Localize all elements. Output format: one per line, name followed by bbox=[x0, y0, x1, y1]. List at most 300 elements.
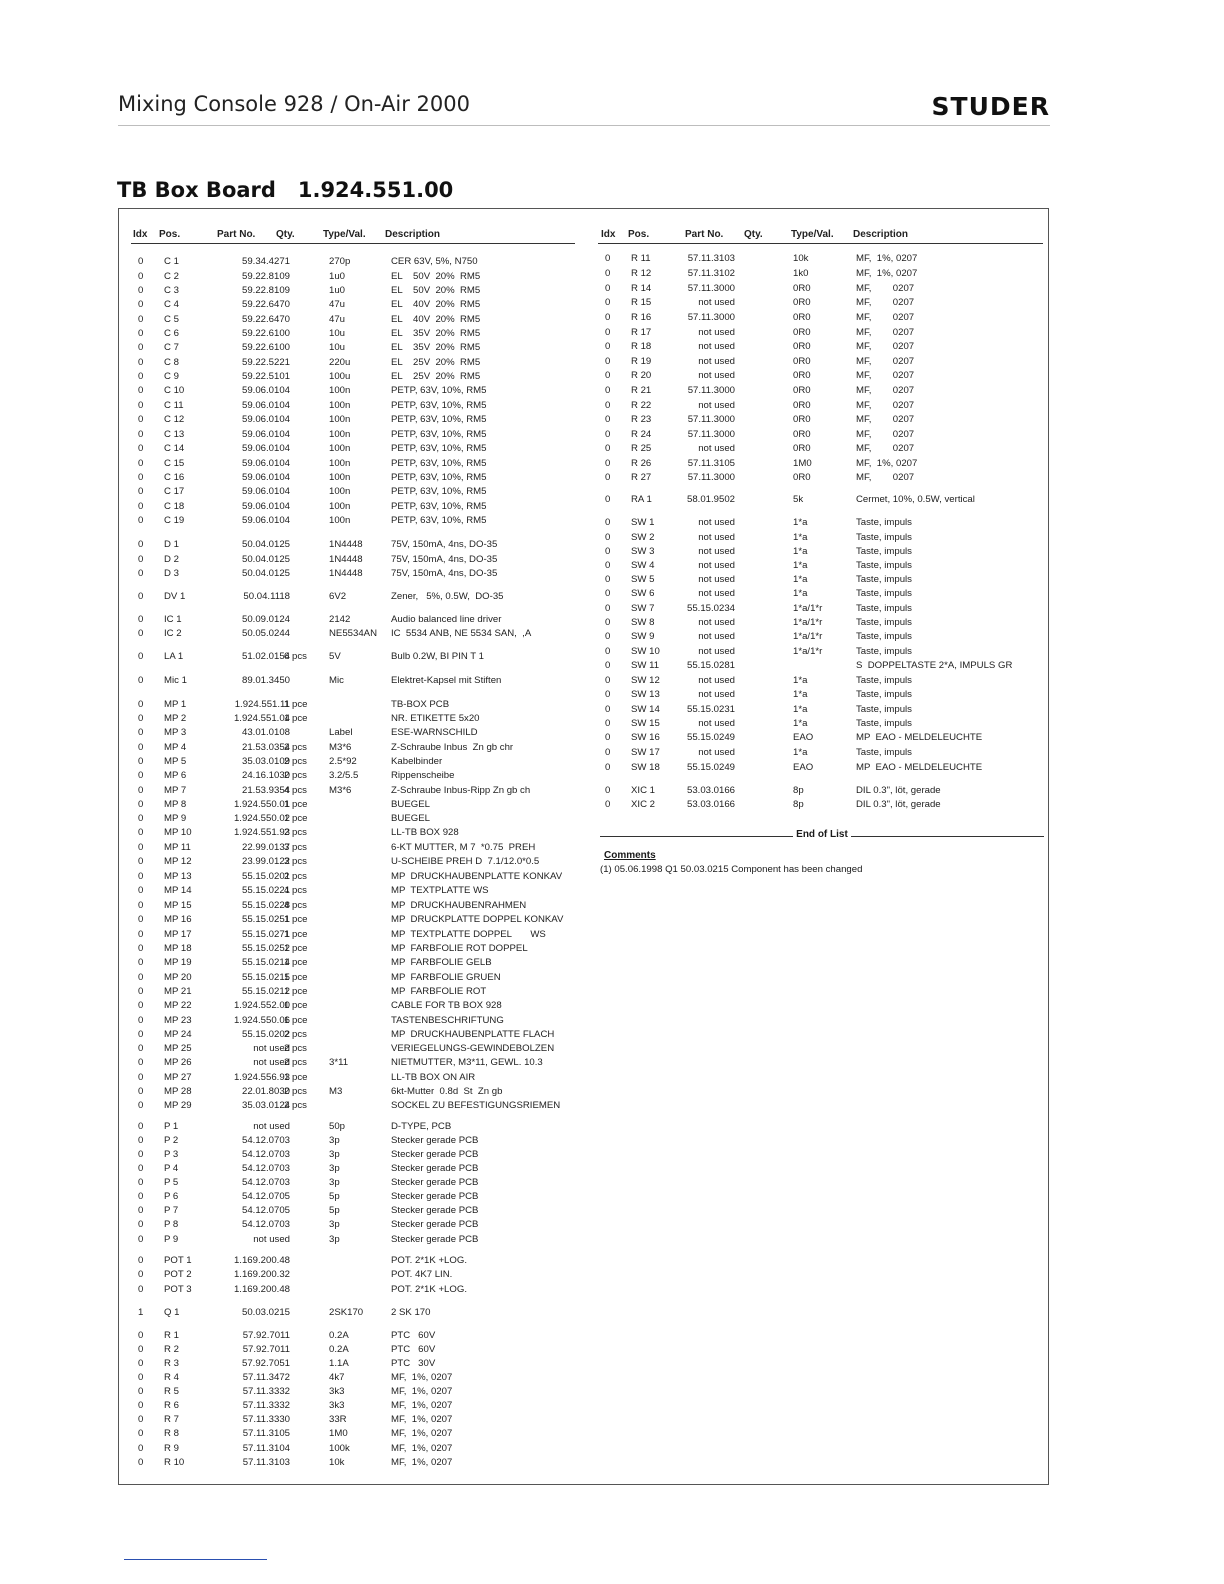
cell-pos: RA 1 bbox=[631, 494, 652, 505]
cell-type-val: 1*a bbox=[793, 517, 808, 528]
table-row bbox=[138, 985, 583, 999]
table-row bbox=[605, 703, 1050, 717]
cell-description: LL-TB BOX 928 bbox=[391, 827, 459, 838]
cell-idx: 0 bbox=[605, 341, 611, 352]
cell-part-no: not used bbox=[698, 546, 735, 557]
cell-type-val: 100n bbox=[329, 501, 351, 512]
table-row bbox=[138, 1329, 583, 1343]
cell-description: MP FARBFOLIE GELB bbox=[391, 957, 492, 968]
cell-part-no: not used bbox=[253, 1121, 290, 1132]
table-row bbox=[138, 712, 583, 726]
table-row bbox=[605, 493, 1050, 507]
col-type-header: Type/Val. bbox=[791, 229, 834, 240]
cell-type-val: NE5534AN bbox=[329, 628, 377, 639]
table-row bbox=[138, 1120, 583, 1134]
col-part-header: Part No. bbox=[217, 229, 256, 240]
cell-qty: 2 pcs bbox=[284, 1043, 307, 1054]
cell-description: Z-Schraube Inbus-Ripp Zn gb ch bbox=[391, 785, 531, 796]
cell-pos: SW 15 bbox=[631, 718, 660, 729]
cell-pos: POT 3 bbox=[164, 1284, 192, 1295]
cell-description: Stecker gerade PCB bbox=[391, 1149, 479, 1160]
cell-part-no: 59.06.0104 bbox=[241, 486, 290, 497]
cell-idx: 0 bbox=[138, 813, 144, 824]
table-row bbox=[138, 1399, 583, 1413]
cell-description: Taste, impuls bbox=[856, 546, 912, 557]
cell-pos: R 27 bbox=[631, 472, 652, 483]
cell-description: MF, 0207 bbox=[856, 400, 915, 411]
cell-type-val: 3p bbox=[329, 1135, 340, 1146]
cell-type-val: 1*a bbox=[793, 560, 808, 571]
cell-qty: 2 pcs bbox=[284, 1086, 307, 1097]
cell-idx: 0 bbox=[138, 1177, 144, 1188]
cell-idx: 0 bbox=[138, 1457, 144, 1468]
cell-qty: 3 pcs bbox=[284, 842, 307, 853]
cell-idx: 0 bbox=[138, 1149, 144, 1160]
cell-pos: R 9 bbox=[164, 1443, 179, 1454]
cell-type-val: 1*a/1*r bbox=[793, 603, 823, 614]
cell-pos: SW 16 bbox=[631, 732, 660, 743]
cell-pos: MP 9 bbox=[164, 813, 187, 824]
cell-type-val: 0R0 bbox=[793, 312, 811, 323]
cell-part-no: 1.169.200.48 bbox=[233, 1255, 290, 1266]
cell-description: DIL 0.3", löt, gerade bbox=[856, 785, 941, 796]
table-row bbox=[605, 688, 1050, 702]
cell-idx: 0 bbox=[605, 443, 611, 454]
cell-idx: 0 bbox=[138, 1255, 144, 1266]
cell-description: Taste, impuls bbox=[856, 560, 912, 571]
cell-description: MF, 0207 bbox=[856, 414, 915, 425]
cell-description: EL 35V 20% RM5 bbox=[391, 328, 481, 339]
cell-description: MF, 1%, 0207 bbox=[391, 1386, 453, 1397]
cell-type-val: 1*a/1*r bbox=[793, 617, 823, 628]
cell-type-val: 0R0 bbox=[793, 385, 811, 396]
cell-type-val: 3.2/5.5 bbox=[329, 770, 359, 781]
table-row bbox=[138, 812, 583, 826]
cell-pos: MP 17 bbox=[164, 929, 192, 940]
cell-idx: 0 bbox=[138, 1205, 144, 1216]
cell-part-no: 57.11.3000 bbox=[687, 414, 735, 425]
table-row bbox=[605, 311, 1050, 325]
cell-part-no: not used bbox=[698, 532, 735, 543]
cell-idx: 0 bbox=[605, 312, 611, 323]
cell-idx: 0 bbox=[605, 414, 611, 425]
cell-idx: 0 bbox=[605, 268, 611, 279]
table-row bbox=[138, 1099, 583, 1113]
cell-qty: 6 pcs bbox=[284, 651, 307, 662]
table-row bbox=[138, 1283, 583, 1297]
cell-idx: 0 bbox=[605, 356, 611, 367]
cell-idx: 0 bbox=[605, 283, 611, 294]
cell-idx: 0 bbox=[138, 568, 144, 579]
cell-part-no: not used bbox=[698, 631, 735, 642]
cell-idx: 0 bbox=[138, 554, 144, 565]
cell-part-no: 1.169.200.32 bbox=[233, 1269, 290, 1280]
cell-pos: C 13 bbox=[164, 429, 185, 440]
cell-idx: 0 bbox=[138, 842, 144, 853]
cell-idx: 0 bbox=[138, 770, 144, 781]
cell-pos: P 3 bbox=[164, 1149, 179, 1160]
cell-part-no: 54.12.0703 bbox=[241, 1219, 290, 1230]
cell-idx: 0 bbox=[138, 443, 144, 454]
cell-idx: 0 bbox=[138, 713, 144, 724]
cell-type-val: 0R0 bbox=[793, 429, 811, 440]
cell-pos: R 19 bbox=[631, 356, 652, 367]
cell-pos: MP 19 bbox=[164, 957, 192, 968]
cell-pos: MP 3 bbox=[164, 727, 187, 738]
cell-idx: 0 bbox=[138, 1358, 144, 1369]
cell-part-no: 1.924.556.93 bbox=[233, 1072, 290, 1083]
cell-description: NR. ETIKETTE 5x20 bbox=[391, 713, 480, 724]
cell-pos: XIC 2 bbox=[631, 799, 655, 810]
cell-type-val: 100k bbox=[329, 1443, 350, 1454]
cell-type-val: M3 bbox=[329, 1086, 343, 1097]
cell-qty: 3 pcs bbox=[284, 856, 307, 867]
cell-part-no: 57.11.3332 bbox=[242, 1386, 290, 1397]
cell-description: Taste, impuls bbox=[856, 747, 912, 758]
table-row bbox=[605, 798, 1050, 812]
cell-part-no: 59.22.6100 bbox=[241, 342, 290, 353]
cell-pos: C 18 bbox=[164, 501, 185, 512]
cell-type-val: 1*a bbox=[793, 532, 808, 543]
cell-description: Stecker gerade PCB bbox=[391, 1135, 479, 1146]
cell-qty: 2 pcs bbox=[284, 1057, 307, 1068]
cell-type-val: 100n bbox=[329, 429, 351, 440]
cell-type-val: 100u bbox=[329, 371, 351, 382]
cell-type-val: 33R bbox=[329, 1414, 347, 1425]
table-row bbox=[138, 971, 583, 985]
cell-description: BUEGEL bbox=[391, 813, 430, 824]
cell-pos: C 5 bbox=[164, 314, 179, 325]
cell-type-val: 0.2A bbox=[329, 1330, 349, 1341]
cell-description: Stecker gerade PCB bbox=[391, 1219, 479, 1230]
cell-idx: 0 bbox=[138, 515, 144, 526]
cell-description: MF, 0207 bbox=[856, 283, 915, 294]
cell-pos: C 3 bbox=[164, 285, 179, 296]
cell-part-no: 55.15.0202 bbox=[241, 1029, 290, 1040]
cell-pos: MP 1 bbox=[164, 699, 187, 710]
cell-description: EL 50V 20% RM5 bbox=[391, 285, 481, 296]
table-row bbox=[138, 674, 583, 688]
table-row bbox=[605, 399, 1050, 413]
cell-idx: 0 bbox=[138, 827, 144, 838]
cell-description: POT. 2*1K +LOG. bbox=[391, 1284, 467, 1295]
cell-idx: 0 bbox=[605, 646, 611, 657]
cell-type-val: 1*a bbox=[793, 704, 808, 715]
cell-description: MF, 0207 bbox=[856, 356, 915, 367]
cell-pos: SW 1 bbox=[631, 517, 655, 528]
cell-description: MF, 0207 bbox=[856, 370, 915, 381]
cell-part-no: 54.12.0703 bbox=[241, 1177, 290, 1188]
cell-part-no: 1.924.551.11 bbox=[234, 699, 290, 710]
cell-qty: 2 pcs bbox=[284, 756, 307, 767]
cell-part-no: 51.02.0154 bbox=[241, 651, 290, 662]
cell-description: PETP, 63V, 10%, RM5 bbox=[391, 501, 487, 512]
cell-description: MF, 0207 bbox=[856, 341, 915, 352]
table-row bbox=[138, 553, 583, 567]
cell-pos: R 21 bbox=[631, 385, 652, 396]
cell-description: MF, 0207 bbox=[856, 327, 915, 338]
cell-description: MP FARBFOLIE ROT DOPPEL bbox=[391, 943, 528, 954]
cell-pos: MP 7 bbox=[164, 785, 187, 796]
cell-idx: 0 bbox=[138, 1234, 144, 1245]
cell-type-val: 47u bbox=[329, 299, 346, 310]
cell-idx: 0 bbox=[138, 1000, 144, 1011]
cell-type-val: 2SK170 bbox=[329, 1307, 364, 1318]
cell-pos: SW 5 bbox=[631, 574, 655, 585]
cell-qty: 1 pce bbox=[284, 929, 308, 940]
cell-part-no: 55.15.0271 bbox=[241, 929, 290, 940]
cell-idx: 0 bbox=[138, 1057, 144, 1068]
table-row bbox=[138, 1371, 583, 1385]
cell-type-val: 0R0 bbox=[793, 341, 811, 352]
cell-description: MF, 0207 bbox=[856, 443, 915, 454]
cell-pos: MP 6 bbox=[164, 770, 187, 781]
cell-part-no: 24.16.1030 bbox=[241, 770, 290, 781]
col-desc-header: Description bbox=[853, 229, 909, 240]
cell-description: EL 50V 20% RM5 bbox=[391, 271, 481, 282]
cell-pos: C 6 bbox=[164, 328, 179, 339]
cell-idx: 0 bbox=[138, 1029, 144, 1040]
cell-part-no: not used bbox=[698, 675, 735, 686]
cell-part-no: not used bbox=[698, 617, 735, 628]
cell-description: 2 SK 170 bbox=[391, 1307, 431, 1318]
cell-part-no: 89.01.3450 bbox=[241, 675, 290, 686]
table-row bbox=[138, 1190, 583, 1204]
cell-description: MF, 0207 bbox=[856, 385, 915, 396]
cell-type-val: 5V bbox=[329, 651, 341, 662]
cell-idx: 0 bbox=[138, 256, 144, 267]
table-row bbox=[138, 855, 583, 869]
table-row bbox=[138, 1343, 583, 1357]
table-row bbox=[138, 514, 583, 528]
cell-idx: 0 bbox=[605, 675, 611, 686]
table-row bbox=[605, 413, 1050, 427]
cell-description: Rippenscheibe bbox=[391, 770, 455, 781]
cell-description: MF, 1%, 0207 bbox=[391, 1414, 453, 1425]
cell-description: Taste, impuls bbox=[856, 718, 912, 729]
table-row bbox=[138, 1233, 583, 1247]
cell-idx: 0 bbox=[138, 1219, 144, 1230]
table-row bbox=[138, 485, 583, 499]
cell-part-no: 35.03.0124 bbox=[241, 1100, 290, 1111]
cell-type-val: 10u bbox=[329, 328, 346, 339]
cell-description: Taste, impuls bbox=[856, 517, 912, 528]
cell-pos: IC 2 bbox=[164, 628, 182, 639]
cell-pos: XIC 1 bbox=[631, 785, 655, 796]
cell-part-no: not used bbox=[698, 646, 735, 657]
cell-part-no: not used bbox=[698, 689, 735, 700]
cell-description: TASTENBESCHRIFTUNG bbox=[391, 1015, 504, 1026]
cell-type-val: 10u bbox=[329, 342, 346, 353]
cell-description: MF, 1%, 0207 bbox=[391, 1400, 453, 1411]
cell-pos: C 17 bbox=[164, 486, 185, 497]
col-type-header: Type/Val. bbox=[323, 229, 366, 240]
cell-part-no: 50.04.0125 bbox=[241, 568, 290, 579]
cell-description: PETP, 63V, 10%, RM5 bbox=[391, 429, 487, 440]
cell-pos: R 14 bbox=[631, 283, 652, 294]
cell-idx: 0 bbox=[138, 486, 144, 497]
table-row bbox=[138, 567, 583, 581]
table-row bbox=[605, 746, 1050, 760]
cell-idx: 0 bbox=[605, 617, 611, 628]
cell-description: PTC 60V bbox=[391, 1330, 436, 1341]
table-row bbox=[138, 284, 583, 298]
cell-description: Stecker gerade PCB bbox=[391, 1205, 479, 1216]
cell-qty: 1 pce bbox=[284, 943, 308, 954]
cell-pos: MP 10 bbox=[164, 827, 192, 838]
cell-pos: P 9 bbox=[164, 1234, 179, 1245]
cell-description: Stecker gerade PCB bbox=[391, 1191, 479, 1202]
table-row bbox=[138, 884, 583, 898]
cell-description: Bulb 0.2W, BI PIN T 1 bbox=[391, 651, 484, 662]
table-row bbox=[138, 1204, 583, 1218]
cell-description: Kabelbinder bbox=[391, 756, 443, 767]
cell-idx: 0 bbox=[605, 631, 611, 642]
cell-type-val: 1*a bbox=[793, 574, 808, 585]
table-row bbox=[605, 326, 1050, 340]
table-row bbox=[605, 355, 1050, 369]
cell-type-val: 2142 bbox=[329, 614, 351, 625]
cell-idx: 0 bbox=[138, 1043, 144, 1054]
col-desc-header: Description bbox=[385, 229, 441, 240]
cell-pos: C 15 bbox=[164, 458, 185, 469]
cell-part-no: 59.06.0104 bbox=[241, 458, 290, 469]
cell-type-val: 1*a/1*r bbox=[793, 631, 823, 642]
cell-description: Taste, impuls bbox=[856, 689, 912, 700]
cell-description: MP FARBFOLIE ROT bbox=[391, 986, 487, 997]
cell-type-val: 100n bbox=[329, 472, 351, 483]
cell-type-val: 50p bbox=[329, 1121, 346, 1132]
comment-line: (1) 05.06.1998 Q1 50.03.0215 Component has been changed bbox=[600, 864, 863, 875]
cell-pos: R 6 bbox=[164, 1400, 179, 1411]
cell-type-val: 220u bbox=[329, 357, 351, 368]
cell-part-no: 43.01.0108 bbox=[241, 727, 290, 738]
cell-pos: R 5 bbox=[164, 1386, 179, 1397]
cell-description: EL 40V 20% RM5 bbox=[391, 314, 481, 325]
cell-description: MF, 0207 bbox=[856, 429, 915, 440]
cell-idx: 0 bbox=[605, 718, 611, 729]
cell-part-no: 55.15.0214 bbox=[241, 957, 290, 968]
cell-pos: C 2 bbox=[164, 271, 179, 282]
cell-pos: P 8 bbox=[164, 1219, 179, 1230]
cell-type-val: 0.2A bbox=[329, 1344, 349, 1355]
cell-pos: SW 13 bbox=[631, 689, 660, 700]
cell-part-no: 21.53.0354 bbox=[241, 742, 290, 753]
cell-pos: SW 7 bbox=[631, 603, 655, 614]
cell-type-val: 1.1A bbox=[329, 1358, 349, 1369]
cell-idx: 0 bbox=[138, 1086, 144, 1097]
cell-pos: MP 23 bbox=[164, 1015, 192, 1026]
cell-description: MP TEXTPLATTE WS bbox=[391, 885, 489, 896]
cell-type-val: 5k bbox=[793, 494, 804, 505]
cell-description: MF, 1%, 0207 bbox=[391, 1457, 453, 1468]
cell-part-no: 22.01.8030 bbox=[241, 1086, 290, 1097]
table-row bbox=[138, 442, 583, 456]
cell-part-no: 1.924.550.01 bbox=[233, 799, 290, 810]
cell-pos: R 17 bbox=[631, 327, 652, 338]
cell-pos: MP 25 bbox=[164, 1043, 192, 1054]
cell-qty: 4 pcs bbox=[284, 785, 307, 796]
table-row bbox=[138, 755, 583, 769]
cell-idx: 0 bbox=[138, 1386, 144, 1397]
table-row bbox=[605, 457, 1050, 471]
cell-pos: MP 26 bbox=[164, 1057, 192, 1068]
cell-qty: 1 pce bbox=[284, 957, 308, 968]
cell-pos: R 8 bbox=[164, 1428, 179, 1439]
table-row bbox=[605, 616, 1050, 630]
cell-part-no: 53.03.0166 bbox=[686, 785, 735, 796]
cell-idx: 0 bbox=[138, 914, 144, 925]
cell-part-no: 57.11.3000 bbox=[687, 472, 735, 483]
cell-description: Z-Schraube Inbus Zn gb chr bbox=[391, 742, 514, 753]
cell-idx: 1 bbox=[138, 1307, 144, 1318]
cell-type-val: 8p bbox=[793, 799, 804, 810]
cell-pos: C 10 bbox=[164, 385, 185, 396]
cell-part-no: not used bbox=[698, 297, 735, 308]
cell-pos: SW 12 bbox=[631, 675, 660, 686]
cell-qty: 4 pcs bbox=[284, 900, 307, 911]
cell-idx: 0 bbox=[138, 414, 144, 425]
cell-type-val: 3*11 bbox=[329, 1057, 349, 1068]
cell-part-no: 57.11.3102 bbox=[687, 268, 735, 279]
cell-description: Taste, impuls bbox=[856, 617, 912, 628]
cell-pos: Q 1 bbox=[164, 1307, 180, 1318]
cell-type-val: 3k3 bbox=[329, 1400, 345, 1411]
col-pos-header: Pos. bbox=[628, 229, 650, 240]
cell-part-no: 55.15.0201 bbox=[241, 871, 290, 882]
table-row bbox=[605, 717, 1050, 731]
cell-part-no: 55.15.0234 bbox=[686, 603, 735, 614]
cell-type-val: 100n bbox=[329, 385, 351, 396]
table-row bbox=[605, 384, 1050, 398]
cell-idx: 0 bbox=[138, 400, 144, 411]
cell-part-no: 55.15.0215 bbox=[241, 972, 290, 983]
cell-idx: 0 bbox=[138, 1284, 144, 1295]
table-row bbox=[605, 784, 1050, 798]
cell-type-val: 1*a bbox=[793, 718, 808, 729]
cell-pos: R 3 bbox=[164, 1358, 179, 1369]
cell-idx: 0 bbox=[605, 732, 611, 743]
cell-pos: SW 6 bbox=[631, 588, 655, 599]
table-row bbox=[605, 471, 1050, 485]
cell-type-val: 1M0 bbox=[329, 1428, 348, 1439]
cell-type-val: 270p bbox=[329, 256, 351, 267]
cell-pos: MP 21 bbox=[164, 986, 192, 997]
cell-part-no: not used bbox=[698, 341, 735, 352]
cell-description: MP FARBFOLIE GRUEN bbox=[391, 972, 501, 983]
table-row bbox=[138, 841, 583, 855]
cell-type-val: 0R0 bbox=[793, 356, 811, 367]
cell-pos: R 1 bbox=[164, 1330, 179, 1341]
col-qty-header: Qty. bbox=[276, 229, 295, 240]
cell-idx: 0 bbox=[138, 972, 144, 983]
cell-description: PETP, 63V, 10%, RM5 bbox=[391, 458, 487, 469]
cell-part-no: 22.99.0137 bbox=[241, 842, 290, 853]
cell-pos: MP 15 bbox=[164, 900, 192, 911]
table-row bbox=[605, 645, 1050, 659]
table-row bbox=[605, 282, 1050, 296]
cell-pos: R 11 bbox=[631, 253, 651, 264]
right-table-header bbox=[601, 229, 1044, 243]
cell-qty: 2 pcs bbox=[284, 827, 307, 838]
cell-part-no: 55.15.0228 bbox=[241, 900, 290, 911]
left-header-rule bbox=[131, 243, 575, 244]
cell-pos: C 4 bbox=[164, 299, 179, 310]
cell-description: Taste, impuls bbox=[856, 646, 912, 657]
cell-part-no: not used bbox=[698, 588, 735, 599]
cell-idx: 0 bbox=[138, 429, 144, 440]
end-of-list-label: End of List bbox=[793, 829, 851, 840]
